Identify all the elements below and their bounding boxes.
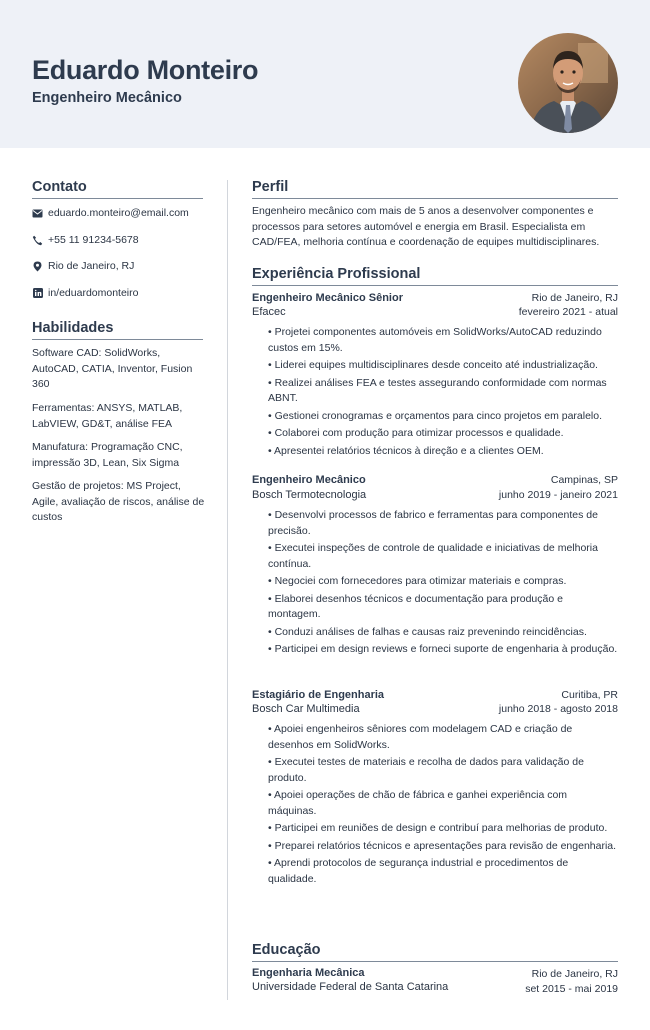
location-pin-icon <box>32 261 43 272</box>
education-dates: set 2015 - mai 2019 <box>525 983 618 995</box>
job-bullet: • Preparei relatórios técnicos e apresentações para revisão de engenharia. <box>268 839 617 852</box>
skill-item: Manufatura: Programação CNC, impressão 3D, Lean, Six Sigma <box>32 441 183 469</box>
skill-item: Gestão de projetos: MS Project, Agile, avaliação de riscos, análise de custos <box>32 480 205 523</box>
contact-section-title: Contato <box>32 179 87 195</box>
profile-section-rule <box>252 198 618 199</box>
skill-item: Software CAD: SolidWorks, AutoCAD, CATIA, Inventor, Fusion 360 <box>32 347 193 390</box>
candidate-name: Eduardo Monteiro <box>32 55 259 85</box>
job-bullets <box>268 325 618 461</box>
education-section-title: Educação <box>252 942 321 958</box>
skills-section-rule <box>32 339 203 340</box>
job-bullet: • Apoiei operações de chão de fábrica e ganhei experiência com máquinas. <box>268 789 568 817</box>
job-dates: junho 2019 - janeiro 2021 <box>498 489 618 501</box>
contact-email-text: eduardo.monteiro@email.com <box>48 207 189 219</box>
contact-location-text: Rio de Janeiro, RJ <box>48 260 135 272</box>
job-location: Campinas, SP <box>550 474 618 486</box>
education-section-rule <box>252 961 618 962</box>
job-bullet: • Gestionei cronogramas e orçamentos para cinco projetos em paralelo. <box>268 409 603 422</box>
job-bullet: • Aprendi protocolos de segurança industrial e procedimentos de qualidade. <box>268 857 569 885</box>
job-bullet: • Liderei equipes multidisciplinares desde conceito até industrialização. <box>268 359 598 371</box>
contact-linkedin[interactable] <box>32 285 138 301</box>
education-degree: Engenharia Mecânica <box>252 967 365 979</box>
job-bullet: • Negociei com fornecedores para otimizar materiais e compras. <box>268 575 567 587</box>
job-company: Efacec <box>252 306 286 318</box>
contact-linkedin-text: in/eduardomonteiro <box>48 287 139 299</box>
profile-section-title: Perfil <box>252 179 289 195</box>
job-bullet: • Executei inspeções de controle de qualidade e iniciativas de melhoria contínua. <box>268 542 598 570</box>
mail-icon <box>32 208 43 219</box>
contact-phone[interactable] <box>32 232 139 248</box>
job-bullet: • Executei testes de materiais e recolha de dados para validação de produto. <box>268 756 584 784</box>
linkedin-icon <box>32 288 43 299</box>
job-company: Bosch Car Multimedia <box>252 703 360 715</box>
job-dates: fevereiro 2021 - atual <box>518 306 618 318</box>
job-bullet: • Apoiei engenheiros sêniores com modelagem CAD e criação de desenhos em SolidWorks. <box>268 723 573 751</box>
job-company: Bosch Termotecnologia <box>252 489 367 501</box>
job-bullet: • Projetei componentes automóveis em SolidWorks/AutoCAD reduzindo custos em 15%. <box>268 326 602 354</box>
job-location: Rio de Janeiro, RJ <box>531 292 618 304</box>
contact-section-rule <box>32 198 203 199</box>
job-bullet: • Conduzi análises de falhas e causas raiz prevenindo reincidências. <box>268 625 587 638</box>
job-dates: junho 2018 - agosto 2018 <box>498 703 618 715</box>
skills-section-title: Habilidades <box>32 320 114 336</box>
job-bullet: • Participei em design reviews e forneci suporte de engenharia à produção. <box>268 643 618 655</box>
education-school: Universidade Federal de Santa Catarina <box>252 981 449 993</box>
job-bullets <box>268 722 618 889</box>
job-role: Engenheiro Mecânico Sênior <box>252 292 403 304</box>
skill-item: Ferramentas: ANSYS, MATLAB, LabVIEW, GD&T, análise FEA <box>32 402 183 430</box>
column-divider <box>227 180 228 1000</box>
job-location: Curitiba, PR <box>561 689 618 701</box>
resume-header <box>0 0 650 148</box>
education-location: Rio de Janeiro, RJ <box>531 968 618 980</box>
job-bullet: • Realizei análises FEA e testes assegurando conformidade com normas ABNT. <box>268 376 607 404</box>
phone-icon <box>32 235 43 246</box>
profile-summary: Engenheiro mecânico com mais de 5 anos a desenvolver componentes e processos para setores automóvel e energia em Brasil. Especialista em CAD/FEA, melhoria contínua e coordenação de equipes multidisciplinares. <box>252 205 600 248</box>
job-bullet: • Colaborei com produção para otimizar processos e qualidade. <box>268 427 564 439</box>
contact-email[interactable] <box>32 205 189 221</box>
job-bullet: • Desenvolvi processos de fabrico e ferramentas para componentes de precisão. <box>268 509 598 537</box>
profile-photo <box>518 33 618 133</box>
job-bullet: • Elaborei desenhos técnicos e documentação para produção e montagem. <box>268 592 563 620</box>
portrait-image <box>518 33 618 133</box>
contact-phone-text: +55 11 91234-5678 <box>48 234 139 246</box>
experience-section-rule <box>252 285 618 286</box>
job-bullet: • Apresentei relatórios técnicos à direção e a clientes OEM. <box>268 444 544 457</box>
experience-section-title: Experiência Profissional <box>252 266 421 282</box>
job-bullets <box>268 508 618 660</box>
contact-location <box>32 258 134 274</box>
job-role: Estagiário de Engenharia <box>252 689 385 701</box>
job-role: Engenheiro Mecânico <box>252 474 366 486</box>
candidate-title: Engenheiro Mecânico <box>32 90 182 106</box>
job-bullet: • Participei em reuniões de design e contribuí para melhorias de produto. <box>268 822 608 834</box>
